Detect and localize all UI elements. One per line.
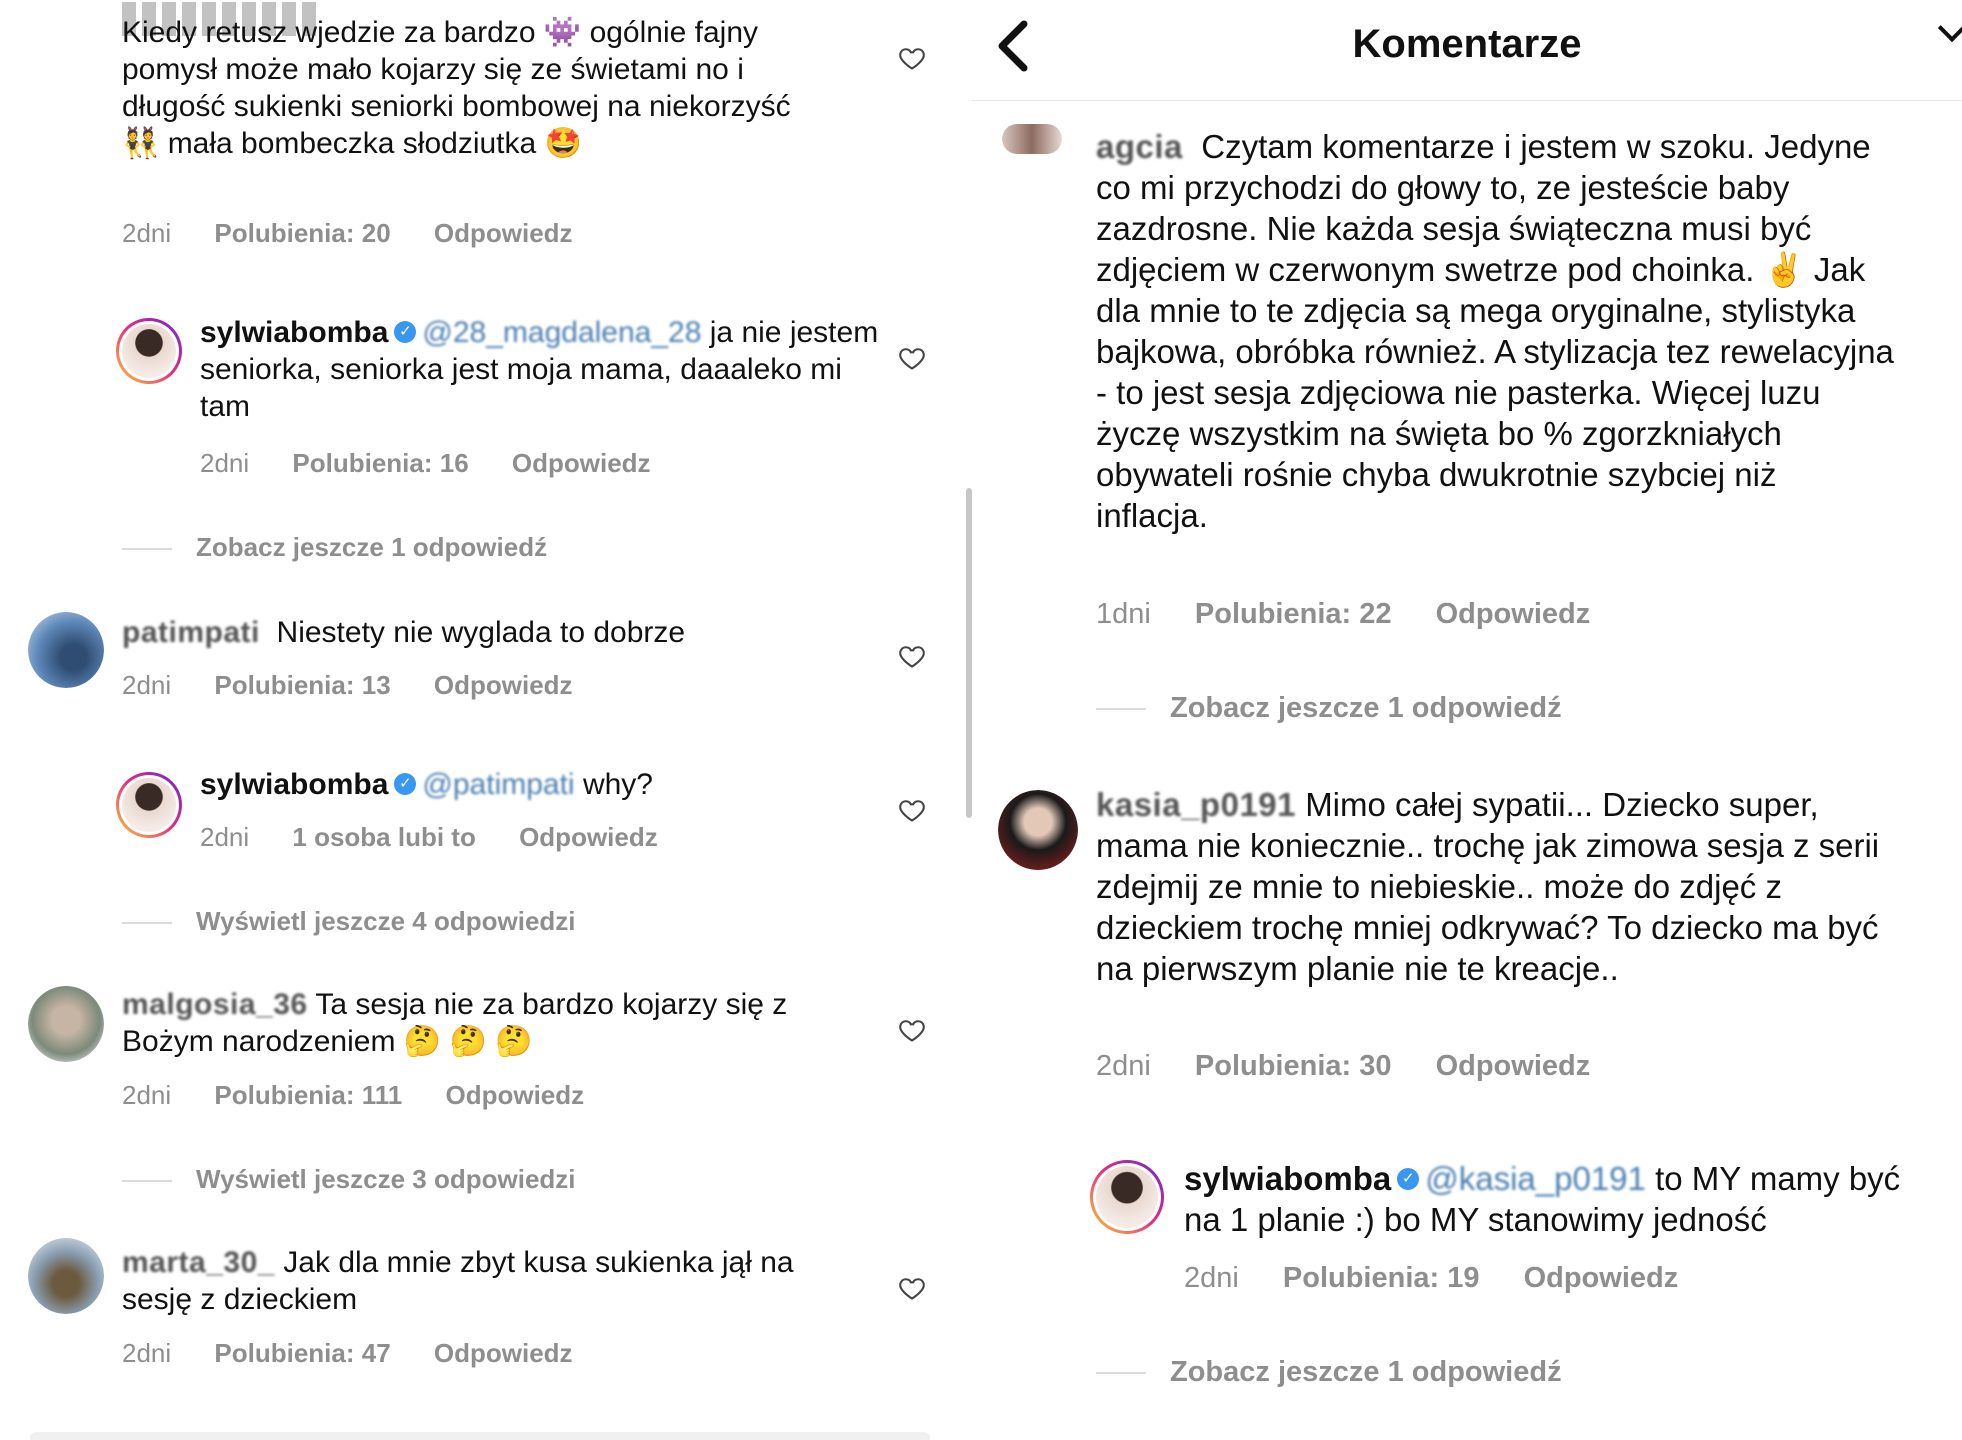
avatar[interactable]	[1002, 124, 1062, 154]
comment-time: 2dni	[1184, 1262, 1239, 1294]
comment-time: 2dni	[200, 448, 250, 478]
likes-count[interactable]: Polubienia: 47	[214, 1338, 391, 1368]
page-title: Komentarze	[1352, 22, 1582, 66]
username[interactable]: sylwiabomba	[200, 316, 389, 349]
view-more-label: Wyświetl jeszcze 3 odpowiedzi	[196, 1164, 576, 1194]
comment-time: 1dni	[1096, 598, 1151, 630]
divider-line	[1096, 1372, 1146, 1374]
view-more-label: Zobacz jeszcze 1 odpowiedź	[1170, 692, 1562, 724]
reply-button[interactable]: Odpowiedz	[445, 1080, 585, 1110]
comment-body: Mimo całej sypatii... Dziecko super, mama nie koniecznie.. trochę jak zimowa sesja z serii zdejmij ze mnie to niebieskie.. może do zdjęć z dzieckiem trochę mniej odkrywać? To dziecko ma być na pierwszym planie nie te kreacje..	[1096, 786, 1880, 987]
comment-meta	[1184, 1262, 1714, 1295]
likes-count[interactable]: Polubienia: 19	[1282, 1262, 1480, 1294]
username[interactable]: malgosia_36	[122, 988, 308, 1021]
username[interactable]: patimpati	[122, 616, 260, 649]
reply-button[interactable]: Odpowiedz	[433, 670, 573, 700]
comment-meta	[122, 1080, 620, 1111]
comment-time: 2dni	[122, 1338, 172, 1368]
reply-text	[200, 766, 880, 803]
username[interactable]: marta_30_	[122, 1246, 275, 1279]
comment-meta	[122, 1338, 609, 1369]
comment-meta	[1096, 1050, 1626, 1083]
comment-text	[1096, 126, 1896, 536]
avatar[interactable]	[28, 986, 104, 1062]
comment-meta	[122, 218, 609, 249]
comment-text	[1096, 784, 1896, 989]
comment-text	[122, 614, 802, 651]
view-more-label: Wyświetl jeszcze 4 odpowiedzi	[196, 906, 576, 936]
likes-count[interactable]: Polubienia: 111	[214, 1080, 403, 1110]
right-comments-panel	[972, 0, 1962, 1440]
mention-link[interactable]: @patimpati	[422, 768, 575, 801]
verified-badge-icon: ✓	[394, 773, 416, 795]
mention-link[interactable]: @kasia_p0191	[1425, 1160, 1646, 1197]
reply-text	[200, 314, 880, 425]
reply-button[interactable]: Odpowiedz	[433, 1338, 573, 1368]
heart-icon[interactable]	[898, 1016, 926, 1044]
view-more-replies-button[interactable]	[122, 906, 576, 937]
avatar[interactable]	[1090, 1160, 1164, 1234]
username[interactable]: sylwiabomba	[1184, 1160, 1392, 1197]
avatar[interactable]	[28, 612, 104, 688]
comment-text: Kiedy retusz wjedzie za bardzo 👾 ogólnie fajny pomysł może mało kojarzy się ze świetami no i długość sukienki seniorki bombowej na niekorzyść 👯 mała bombeczka słodziutka 🤩	[122, 16, 791, 160]
comment-body: Niestety nie wyglada to dobrze	[276, 616, 686, 649]
heart-icon[interactable]	[898, 796, 926, 824]
reply-button[interactable]: Odpowiedz	[433, 218, 573, 248]
view-more-replies-button[interactable]	[1096, 1356, 1562, 1389]
next-comment-peek	[30, 1432, 930, 1440]
comment-meta	[122, 670, 609, 701]
reply-text	[1184, 1158, 1934, 1240]
likes-count[interactable]: Polubienia: 13	[214, 670, 391, 700]
view-more-replies-button[interactable]	[122, 532, 547, 563]
likes-count[interactable]: Polubienia: 16	[292, 448, 469, 478]
comment-body: to MY mamy być na 1 planie :) bo MY stanowimy jedność	[1184, 1160, 1901, 1238]
likes-count[interactable]: Polubienia: 20	[214, 218, 391, 248]
divider-line	[122, 922, 172, 924]
reply-button[interactable]: Odpowiedz	[1435, 598, 1591, 630]
comment-time: 2dni	[122, 670, 172, 700]
comment-time: 2dni	[200, 822, 250, 852]
divider-line	[122, 1180, 172, 1182]
verified-badge-icon: ✓	[394, 321, 416, 343]
heart-icon[interactable]	[898, 344, 926, 372]
comment-text	[122, 986, 852, 1060]
view-more-replies-button[interactable]	[122, 1164, 576, 1195]
comment-meta	[200, 822, 694, 853]
mention-link[interactable]: @28_magdalena_28	[422, 316, 702, 349]
heart-icon[interactable]	[898, 642, 926, 670]
likes-count[interactable]: 1 osoba lubi to	[292, 822, 476, 852]
comment-body: ja nie jestem seniorka, seniorka jest moja mama, daaaleko mi tam	[200, 316, 879, 423]
comment-body: Jak dla mnie zbyt kusa sukienka jął na sesję z dzieckiem	[122, 1246, 794, 1316]
comment-time: 2dni	[122, 218, 172, 248]
divider-line	[122, 548, 172, 550]
username[interactable]: agcia	[1096, 128, 1183, 165]
comment-time: 2dni	[122, 1080, 172, 1110]
view-more-label: Zobacz jeszcze 1 odpowiedź	[196, 532, 548, 562]
left-comments-panel	[0, 0, 970, 1440]
username[interactable]: kasia_p0191	[1096, 786, 1297, 823]
reply-button[interactable]: Odpowiedz	[1435, 1050, 1591, 1082]
heart-icon[interactable]	[898, 44, 926, 72]
verified-badge-icon: ✓	[1397, 1168, 1419, 1190]
comment-body: why?	[582, 768, 653, 801]
reply-button[interactable]: Odpowiedz	[519, 822, 658, 852]
avatar[interactable]	[116, 318, 182, 384]
comment-meta	[200, 448, 687, 479]
divider-line	[1096, 708, 1146, 710]
likes-count[interactable]: Polubienia: 30	[1194, 1050, 1392, 1082]
reply-button[interactable]: Odpowiedz	[1523, 1262, 1679, 1294]
reply-button[interactable]: Odpowiedz	[511, 448, 651, 478]
avatar[interactable]	[998, 790, 1078, 870]
username[interactable]: sylwiabomba	[200, 768, 389, 801]
likes-count[interactable]: Polubienia: 22	[1194, 598, 1392, 630]
view-more-label: Zobacz jeszcze 1 odpowiedź	[1170, 1356, 1562, 1388]
comment-time: 2dni	[1096, 1050, 1151, 1082]
comment-body: Ta sesja nie za bardzo kojarzy się z Bożym narodzeniem 🤔 🤔 🤔	[122, 988, 788, 1058]
view-more-replies-button[interactable]	[1096, 692, 1562, 725]
avatar[interactable]	[28, 1238, 104, 1314]
comment-body: Czytam komentarze i jestem w szoku. Jedyne co mi przychodzi do głowy to, ze jesteście baby zazdrosne. Nie każda sesja świąteczna musi być zdjęciem w czerwonym swetrze pod choinka. ✌️ Jak dla mnie to te zdjęcia są mega oryginalne, stylistyka bajkowa, obróbka również. A stylizacja tez rewelacyjna - to jest sesja zdjęciowa nie pasterka. Więcej luzu życzę wszystkim na święta bo % zgorzkniałych obywateli rośnie chyba dwukrotnie szybciej niż inflacja.	[1096, 128, 1894, 534]
avatar[interactable]	[116, 772, 182, 838]
heart-icon[interactable]	[898, 1274, 926, 1302]
comment-text	[122, 1244, 852, 1318]
comment-meta	[1096, 598, 1626, 631]
comments-header	[972, 0, 1962, 101]
